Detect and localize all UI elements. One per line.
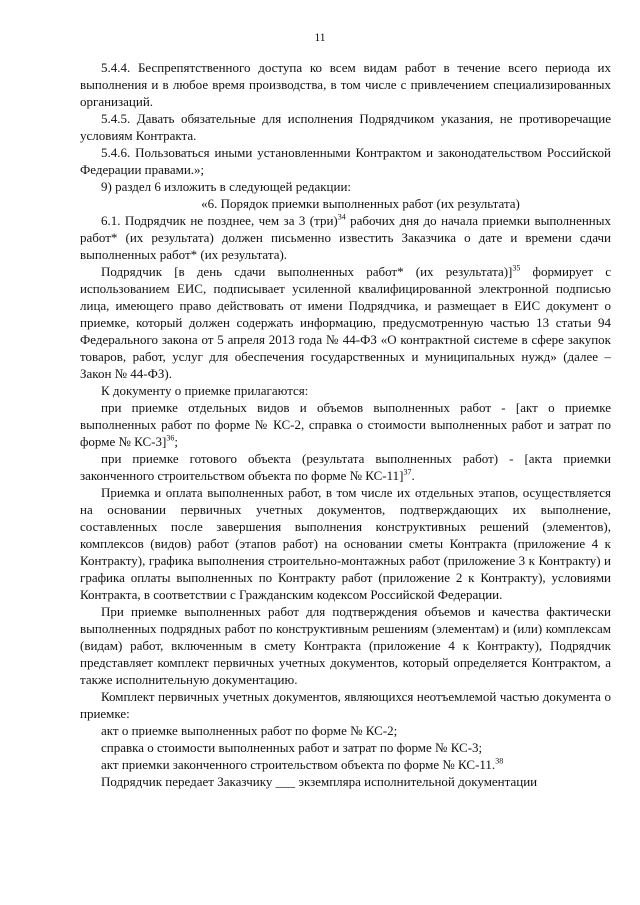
text-segment: Подрядчик [в день сдачи выполненных работ* (их результата)]	[101, 264, 513, 279]
list-item	[80, 722, 611, 739]
text-segment: рабочих дня до начала приемки выполненных работ* (их результата) должен письменно известить Заказчика о дате и времени сдачи выполненных работ* (их результата).	[80, 213, 611, 262]
text-segment: справка о стоимости выполненных работ и затрат по форме № КС-3;	[101, 740, 483, 755]
text-segment: акт о приемке выполненных работ по форме № КС-2;	[101, 723, 398, 738]
paragraph	[80, 110, 611, 144]
page-number: 11	[314, 32, 326, 44]
paragraph	[80, 263, 611, 382]
text-segment: «6. Порядок приемки выполненных работ (их результата)	[201, 196, 520, 211]
text-segment: Приемка и оплата выполненных работ, в том числе их отдельных этапов, осуществляется на основании первичных учетных документов, подтверждающих их выполнение, составленных после завершения выполнения конструктивных решений (элементов), комплексов (видов) работ (этапов работ) на основании сметы Контракта (приложение 4 к Контракту), графика выполнения строительно-монтажных работ (приложение 3 к Контракту) и графика оплаты выполненных по Контракту работ (приложение 2 к Контракту), условиями Контракта, в соответствии с Гражданским кодексом Российской Федерации.	[80, 485, 611, 602]
list-item	[80, 739, 611, 756]
section-heading	[80, 195, 611, 212]
footnote-ref: 36	[166, 433, 175, 443]
footnote-ref: 38	[495, 756, 504, 766]
list-item	[80, 756, 611, 773]
paragraph	[80, 773, 611, 790]
text-segment: акт приемки законченного строительством объекта по форме № КС-11.	[101, 757, 496, 772]
footnote-ref: 37	[403, 467, 412, 477]
paragraph	[80, 144, 611, 178]
footnote-ref: 34	[337, 212, 346, 222]
text-segment: Комплект первичных учетных документов, являющихся неотъемлемой частью документа о приемке:	[80, 689, 611, 721]
paragraph	[80, 688, 611, 722]
paragraph	[80, 212, 611, 263]
text-segment: при приемке отдельных видов и объемов выполненных работ - [акт о приемке выполненных работ по форме № КС-2, справка о стоимости выполненных работ и затрат по форме № КС-3]	[80, 400, 611, 449]
paragraph	[80, 399, 611, 450]
text-segment: 5.4.4. Беспрепятственного доступа ко всем видам работ в течение всего периода их выполнения и в любое время производства, в том числе с привлечением специализированных организаций.	[80, 60, 611, 109]
paragraph	[80, 603, 611, 688]
paragraph	[80, 382, 611, 399]
paragraph	[80, 59, 611, 110]
text-segment: 5.4.5. Давать обязательные для исполнения Подрядчиком указания, не противоречащие условиям Контракта.	[80, 111, 611, 143]
text-segment: при приемке готового объекта (результата выполненных работ) - [акта приемки законченного строительством объекта по форме № КС-11]	[80, 451, 611, 483]
paragraph	[80, 450, 611, 484]
paragraph	[80, 484, 611, 603]
text-segment: ;	[174, 434, 178, 449]
text-segment: .	[411, 468, 415, 483]
text-segment: 6.1. Подрядчик не позднее, чем за 3 (три)	[101, 213, 338, 228]
text-segment: Подрядчик передает Заказчику ___ экземпляра исполнительной документации	[101, 774, 538, 789]
text-segment: формирует с использованием ЕИС, подписывает усиленной квалифицированной электронной подписью лица, имеющего право действовать от имени Подрядчика, и размещает в ЕИС документ о приемке, который должен содержать информацию, предусмотренную частью 13 статьи 94 Федерального закона от 5 апреля 2013 года № 44-ФЗ «О контрактной системе в сфере закупок товаров, работ, услуг для обеспечения государственных и муниципальных нужд» (далее – Закон № 44-ФЗ).	[80, 264, 611, 381]
paragraph	[80, 178, 611, 195]
text-segment: 9) раздел 6 изложить в следующей редакции:	[101, 179, 352, 194]
footnote-ref: 35	[512, 263, 521, 273]
text-segment: 5.4.6. Пользоваться иными установленными Контрактом и законодательством Российской Федерации правами.»;	[80, 145, 611, 177]
document-body	[80, 59, 611, 790]
text-segment: При приемке выполненных работ для подтверждения объемов и качества фактически выполненных подрядных работ по конструктивным решениям (элементам) и (или) комплексам (видам) работ, включенным в смету Контракта (приложение 4 к Контракту), Подрядчик представляет комплект первичных учетных документов, который определяется Контрактом, а также исполнительную документацию.	[80, 604, 611, 687]
text-segment: К документу о приемке прилагаются:	[101, 383, 309, 398]
